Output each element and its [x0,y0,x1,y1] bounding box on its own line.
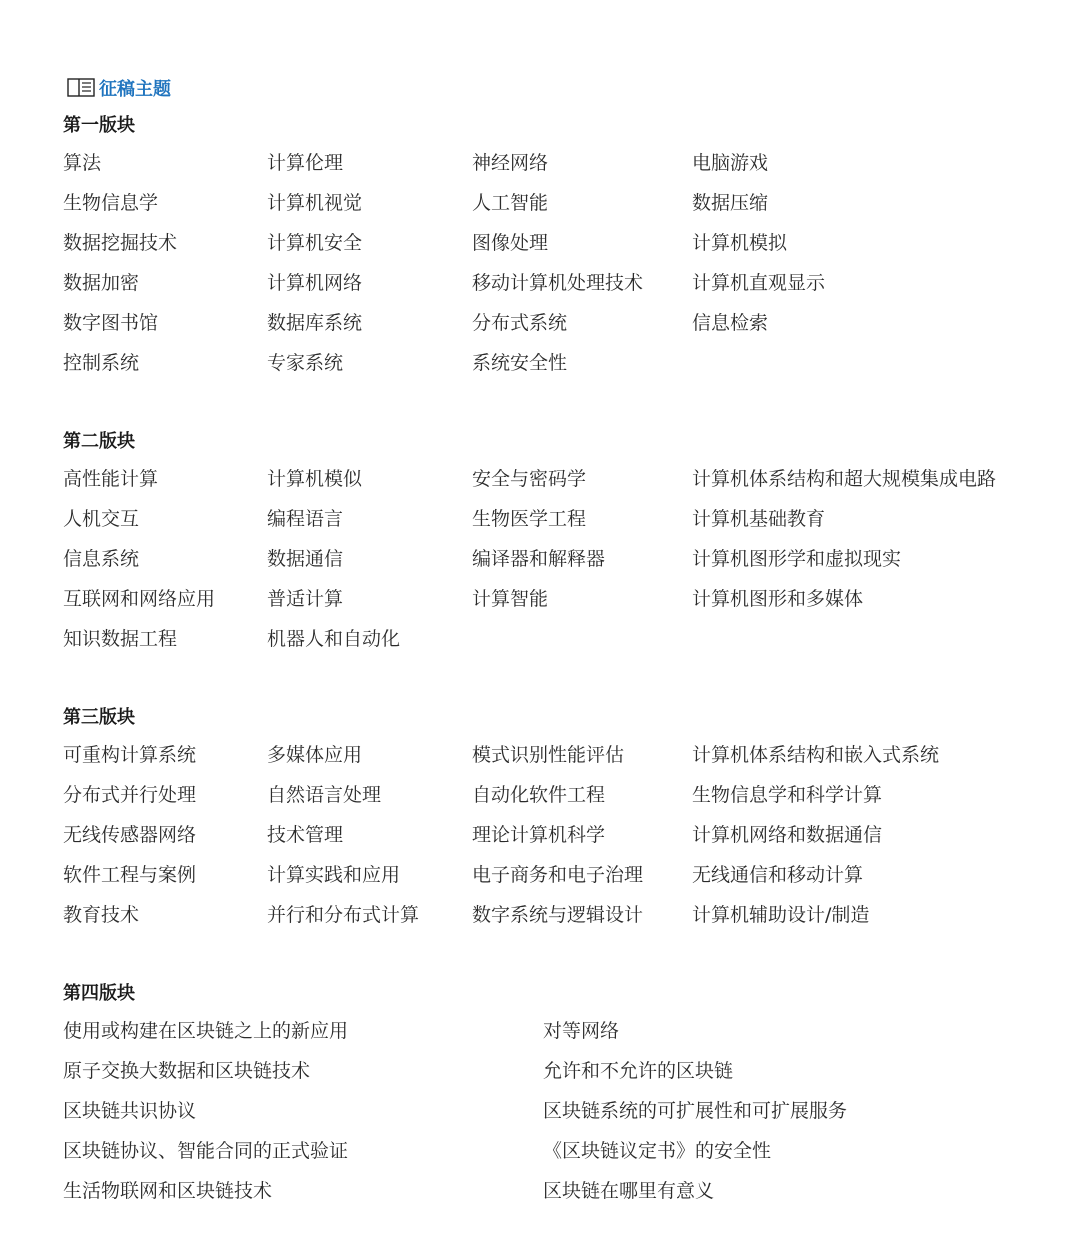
topic-item: 理论计算机科学 [472,824,606,846]
topic-row [63,1100,848,1140]
topic-item: 安全与密码学 [472,468,587,490]
topic-item: 计算机安全 [267,232,363,254]
topic-row [63,864,864,904]
section-header [67,70,171,100]
topic-item: 计算机体系结构和超大规模集成电路 [692,468,997,490]
topic-item: 计算机基础教育 [692,508,826,530]
topic-row [63,744,940,784]
topic-item: 允许和不允许的区块链 [543,1060,734,1082]
topic-row [63,468,997,508]
topic-item: 无线传感器网络 [63,824,197,846]
topic-item: 数字系统与逻辑设计 [472,904,644,926]
topic-item: 系统安全性 [472,352,568,374]
topic-grid [63,468,997,668]
topic-row [63,1020,620,1060]
topic-item: 电脑游戏 [692,152,769,174]
topic-item: 《区块链议定书》的安全性 [543,1140,772,1162]
topic-item: 技术管理 [267,824,344,846]
topic-item: 使用或构建在区块链之上的新应用 [63,1020,349,1042]
topic-item: 多媒体应用 [267,744,363,766]
topic-item: 生物信息学 [63,192,159,214]
topic-item: 专家系统 [267,352,344,374]
topic-item: 普适计算 [267,588,344,610]
topic-row [63,312,769,352]
topic-item: 计算机直观显示 [692,272,826,294]
topic-item: 计算机视觉 [267,192,363,214]
topic-row [63,272,826,312]
topic-row [63,508,826,548]
document-icon [67,78,95,100]
topic-row [63,784,883,824]
topic-item: 计算机辅助设计/制造 [692,904,870,926]
block-title: 第三版块 [63,707,135,728]
topic-item: 计算机图形学和虚拟现实 [692,548,902,570]
topic-grid [63,744,940,944]
topic-item: 图像处理 [472,232,549,254]
topic-item: 计算机模似 [267,468,363,490]
topic-item: 对等网络 [543,1020,620,1042]
topic-item: 自然语言处理 [267,784,382,806]
topic-item: 编程语言 [267,508,344,530]
topic-item: 区块链共识协议 [63,1100,197,1122]
topic-item: 计算机体系结构和嵌入式系统 [692,744,940,766]
topic-row [63,628,401,668]
topic-item: 分布式并行处理 [63,784,197,806]
block-2 [63,431,997,668]
topic-item: 机器人和自动化 [267,628,401,650]
topic-row [63,152,769,192]
topic-item: 算法 [63,152,102,174]
topic-item: 无线通信和移动计算 [692,864,864,886]
topic-item: 分布式系统 [472,312,568,334]
topic-item: 移动计算机处理技术 [472,272,644,294]
topic-item: 数据库系统 [267,312,363,334]
topic-item: 数字图书馆 [63,312,159,334]
block-3 [63,707,940,944]
topic-item: 人工智能 [472,192,549,214]
block-title: 第四版块 [63,983,135,1004]
topic-item: 信息检索 [692,312,769,334]
topic-item: 计算机图形和多媒体 [692,588,864,610]
topic-row [63,232,788,272]
topic-item: 人机交互 [63,508,140,530]
topic-row [63,588,864,628]
topic-item: 区块链协议、智能合同的正式验证 [63,1140,349,1162]
topic-item: 编译器和解释器 [472,548,606,570]
topic-item: 区块链在哪里有意义 [543,1180,715,1202]
block-title: 第一版块 [63,115,135,136]
topic-item: 生物信息学和科学计算 [692,784,883,806]
topic-item: 数据加密 [63,272,140,294]
topic-item: 软件工程与案例 [63,864,197,886]
topic-row [63,1140,772,1180]
topic-item: 计算机模拟 [692,232,788,254]
topic-item: 数据挖掘技术 [63,232,178,254]
topic-item: 模式识别性能评估 [472,744,625,766]
block-title: 第二版块 [63,431,135,452]
topic-item: 信息系统 [63,548,140,570]
topic-item: 计算机网络 [267,272,363,294]
topic-row [63,1180,715,1220]
topic-row [63,1060,734,1100]
topic-item: 互联网和网络应用 [63,588,216,610]
topic-item: 生物医学工程 [472,508,587,530]
topic-item: 计算智能 [472,588,549,610]
topic-row [63,352,568,392]
topic-item: 可重构计算系统 [63,744,197,766]
topic-item: 知识数据工程 [63,628,178,650]
topic-item: 计算实践和应用 [267,864,401,886]
topic-item: 并行和分布式计算 [267,904,420,926]
topic-item: 教育技术 [63,904,140,926]
topic-grid [63,152,826,392]
topic-item: 控制系统 [63,352,140,374]
topic-item: 神经网络 [472,152,549,174]
topic-item: 高性能计算 [63,468,159,490]
topic-item: 数据通信 [267,548,344,570]
topic-item: 生活物联网和区块链技术 [63,1180,273,1202]
block-1 [63,115,826,392]
topic-row [63,548,902,588]
topic-item: 原子交换大数据和区块链技术 [63,1060,311,1082]
topic-item: 自动化软件工程 [472,784,606,806]
topic-item: 数据压缩 [692,192,769,214]
page-title: 征稿主题 [99,79,171,100]
topic-item: 计算伦理 [267,152,344,174]
topic-row [63,192,769,232]
topic-row [63,824,883,864]
topic-item: 电子商务和电子治理 [472,864,644,886]
topic-grid [63,1020,848,1220]
topic-item: 区块链系统的可扩展性和可扩展服务 [543,1100,848,1122]
block-4 [63,983,848,1220]
topic-row [63,904,870,944]
topic-item: 计算机网络和数据通信 [692,824,883,846]
